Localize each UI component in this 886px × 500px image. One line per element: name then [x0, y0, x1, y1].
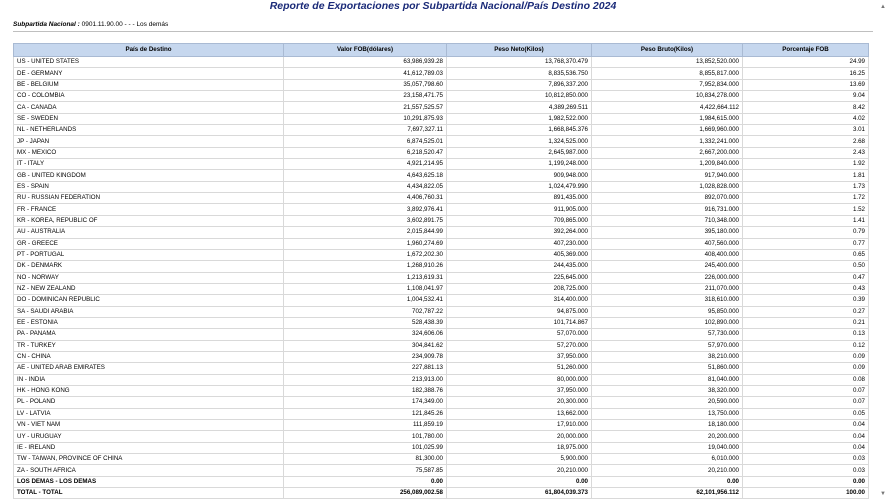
cell-net-weight: 10,812,850.000	[447, 91, 592, 102]
table-row	[14, 181, 869, 192]
cell-fob-percentage: 1.92	[743, 159, 869, 170]
cell-fob-value: 174,349.00	[284, 397, 447, 408]
table-row	[14, 159, 869, 170]
cell-country: GR - GREECE	[14, 238, 284, 249]
column-header-gross-weight[interactable]: Peso Bruto(Kilos)	[592, 44, 743, 57]
cell-country: DE - GERMANY	[14, 68, 284, 79]
cell-net-weight: 405,369.000	[447, 249, 592, 260]
cell-net-weight: 1,668,845.376	[447, 125, 592, 136]
cell-fob-percentage: 0.27	[743, 306, 869, 317]
cell-country: SE - SWEDEN	[14, 113, 284, 124]
cell-net-weight: 20,300.000	[447, 397, 592, 408]
cell-fob-value: 182,388.76	[284, 385, 447, 396]
cell-gross-weight: 2,667,200.000	[592, 147, 743, 158]
cell-fob-value: 1,004,532.41	[284, 295, 447, 306]
cell-country: LV - LATVIA	[14, 408, 284, 419]
cell-country: VN - VIET NAM	[14, 420, 284, 431]
cell-country: UY - URUGUAY	[14, 431, 284, 442]
cell-fob-percentage: 1.73	[743, 181, 869, 192]
cell-fob-percentage: 0.04	[743, 442, 869, 453]
cell-country: IN - INDIA	[14, 374, 284, 385]
subpartida-label: Subpartida Nacional :	[13, 21, 80, 28]
table-row	[14, 317, 869, 328]
cell-fob-percentage: 100.00	[743, 488, 869, 499]
cell-fob-percentage: 0.07	[743, 397, 869, 408]
cell-gross-weight: 20,590.000	[592, 397, 743, 408]
cell-net-weight: 5,900.000	[447, 454, 592, 465]
cell-gross-weight: 1,209,840.000	[592, 159, 743, 170]
cell-country: NO - NORWAY	[14, 272, 284, 283]
cell-fob-value: 101,025.99	[284, 442, 447, 453]
cell-gross-weight: 1,028,828.000	[592, 181, 743, 192]
cell-gross-weight: 19,040.000	[592, 442, 743, 453]
cell-gross-weight: 916,731.000	[592, 204, 743, 215]
table-row	[14, 351, 869, 362]
subpartida-value: 0901.11.90.00 - - - Los demás	[81, 21, 169, 28]
table-row	[14, 125, 869, 136]
cell-fob-value: 1,108,041.97	[284, 283, 447, 294]
cell-country: TW - TAIWAN, PROVINCE OF CHINA	[14, 454, 284, 465]
cell-net-weight: 911,905.000	[447, 204, 592, 215]
cell-gross-weight: 1,332,241.000	[592, 136, 743, 147]
cell-net-weight: 1,324,525.000	[447, 136, 592, 147]
cell-gross-weight: 7,952,834.000	[592, 79, 743, 90]
cell-net-weight: 17,910.000	[447, 420, 592, 431]
cell-fob-value: 1,268,910.26	[284, 261, 447, 272]
cell-fob-value: 4,434,822.05	[284, 181, 447, 192]
cell-country: BE - BELGIUM	[14, 79, 284, 90]
cell-fob-percentage: 24.99	[743, 57, 869, 68]
cell-gross-weight: 211,070.000	[592, 283, 743, 294]
cell-gross-weight: 81,040.000	[592, 374, 743, 385]
cell-net-weight: 1,024,479.990	[447, 181, 592, 192]
cell-country: TOTAL - TOTAL	[14, 488, 284, 499]
table-row	[14, 57, 869, 68]
table-row	[14, 442, 869, 453]
cell-fob-percentage: 0.00	[743, 476, 869, 487]
cell-fob-percentage: 0.05	[743, 408, 869, 419]
cell-fob-value: 10,291,875.93	[284, 113, 447, 124]
cell-gross-weight: 710,348.000	[592, 215, 743, 226]
cell-net-weight: 80,000.000	[447, 374, 592, 385]
table-row	[14, 363, 869, 374]
cell-country: FR - FRANCE	[14, 204, 284, 215]
cell-fob-percentage: 0.09	[743, 363, 869, 374]
table-row	[14, 420, 869, 431]
table-row	[14, 272, 869, 283]
table-row	[14, 329, 869, 340]
cell-fob-percentage: 0.09	[743, 351, 869, 362]
cell-net-weight: 18,975.000	[447, 442, 592, 453]
column-header-net-weight[interactable]: Peso Neto(Kilos)	[447, 44, 592, 57]
cell-net-weight: 61,804,039.373	[447, 488, 592, 499]
table-row	[14, 340, 869, 351]
table-row	[14, 79, 869, 90]
cell-gross-weight: 318,610.000	[592, 295, 743, 306]
cell-gross-weight: 407,560.000	[592, 238, 743, 249]
cell-fob-percentage: 0.65	[743, 249, 869, 260]
cell-fob-percentage: 0.21	[743, 317, 869, 328]
cell-gross-weight: 1,669,960.000	[592, 125, 743, 136]
table-row	[14, 374, 869, 385]
cell-fob-percentage: 0.79	[743, 227, 869, 238]
cell-net-weight: 407,230.000	[447, 238, 592, 249]
cell-fob-value: 324,606.06	[284, 329, 447, 340]
cell-country: DK - DENMARK	[14, 261, 284, 272]
cell-country: ES - SPAIN	[14, 181, 284, 192]
subpartida-info	[13, 20, 168, 29]
cell-net-weight: 101,714.867	[447, 317, 592, 328]
cell-net-weight: 2,645,987.000	[447, 147, 592, 158]
cell-net-weight: 37,950.000	[447, 385, 592, 396]
cell-fob-value: 213,913.00	[284, 374, 447, 385]
table-row	[14, 295, 869, 306]
cell-gross-weight: 892,070.000	[592, 193, 743, 204]
cell-fob-percentage: 0.08	[743, 374, 869, 385]
table-row	[14, 170, 869, 181]
cell-gross-weight: 408,400.000	[592, 249, 743, 260]
cell-fob-percentage: 8.42	[743, 102, 869, 113]
cell-fob-percentage: 1.41	[743, 215, 869, 226]
cell-net-weight: 0.00	[447, 476, 592, 487]
cell-fob-percentage: 0.39	[743, 295, 869, 306]
cell-fob-percentage: 0.77	[743, 238, 869, 249]
table-row	[14, 465, 869, 476]
cell-country: AU - AUSTRALIA	[14, 227, 284, 238]
cell-fob-percentage: 2.43	[743, 147, 869, 158]
cell-country: KR - KOREA, REPUBLIC OF	[14, 215, 284, 226]
cell-country: NL - NETHERLANDS	[14, 125, 284, 136]
cell-gross-weight: 13,852,520.000	[592, 57, 743, 68]
cell-net-weight: 13,662.000	[447, 408, 592, 419]
cell-fob-percentage: 16.25	[743, 68, 869, 79]
table-row	[14, 385, 869, 396]
cell-gross-weight: 0.00	[592, 476, 743, 487]
cell-gross-weight: 62,101,956.112	[592, 488, 743, 499]
table-row	[14, 91, 869, 102]
cell-gross-weight: 226,000.000	[592, 272, 743, 283]
table-row	[14, 261, 869, 272]
summary-row	[14, 488, 869, 499]
column-header-fob-value[interactable]: Valor FOB(dólares)	[284, 44, 447, 57]
cell-gross-weight: 38,210.000	[592, 351, 743, 362]
cell-fob-value: 21,557,525.57	[284, 102, 447, 113]
cell-net-weight: 51,260.000	[447, 363, 592, 374]
cell-gross-weight: 8,855,817.000	[592, 68, 743, 79]
cell-gross-weight: 20,200.000	[592, 431, 743, 442]
cell-fob-value: 0.00	[284, 476, 447, 487]
table-header-row	[14, 44, 869, 57]
table-row	[14, 283, 869, 294]
cell-fob-value: 4,406,760.31	[284, 193, 447, 204]
cell-gross-weight: 245,400.000	[592, 261, 743, 272]
cell-country: CO - COLOMBIA	[14, 91, 284, 102]
cell-country: SA - SAUDI ARABIA	[14, 306, 284, 317]
cell-fob-percentage: 1.52	[743, 204, 869, 215]
exports-table	[13, 43, 869, 499]
table-row	[14, 227, 869, 238]
cell-country: CA - CANADA	[14, 102, 284, 113]
table-row	[14, 102, 869, 113]
table-row	[14, 215, 869, 226]
cell-fob-percentage: 2.68	[743, 136, 869, 147]
cell-fob-value: 3,892,976.41	[284, 204, 447, 215]
cell-fob-value: 1,213,619.31	[284, 272, 447, 283]
table-row	[14, 238, 869, 249]
cell-country: TR - TURKEY	[14, 340, 284, 351]
table-row	[14, 431, 869, 442]
cell-fob-percentage: 0.04	[743, 431, 869, 442]
cell-gross-weight: 51,860.000	[592, 363, 743, 374]
cell-gross-weight: 18,180.000	[592, 420, 743, 431]
cell-fob-value: 6,218,520.47	[284, 147, 447, 158]
cell-net-weight: 57,070.000	[447, 329, 592, 340]
cell-fob-value: 528,438.39	[284, 317, 447, 328]
table-row	[14, 147, 869, 158]
cell-fob-value: 23,158,471.75	[284, 91, 447, 102]
column-header-country[interactable]: País de Destino	[14, 44, 284, 57]
cell-net-weight: 208,725.000	[447, 283, 592, 294]
cell-net-weight: 8,835,536.750	[447, 68, 592, 79]
cell-net-weight: 7,896,337.200	[447, 79, 592, 90]
cell-fob-value: 4,643,625.18	[284, 170, 447, 181]
cell-gross-weight: 917,940.000	[592, 170, 743, 181]
cell-net-weight: 13,768,370.479	[447, 57, 592, 68]
cell-fob-percentage: 0.13	[743, 329, 869, 340]
table-body	[14, 57, 869, 499]
cell-net-weight: 37,950.000	[447, 351, 592, 362]
cell-net-weight: 314,400.000	[447, 295, 592, 306]
cell-fob-value: 702,787.22	[284, 306, 447, 317]
cell-gross-weight: 10,834,278.000	[592, 91, 743, 102]
cell-fob-percentage: 9.04	[743, 91, 869, 102]
cell-country: EE - ESTONIA	[14, 317, 284, 328]
cell-net-weight: 1,982,522.000	[447, 113, 592, 124]
cell-fob-percentage: 0.07	[743, 385, 869, 396]
cell-gross-weight: 95,850.000	[592, 306, 743, 317]
cell-gross-weight: 57,970.000	[592, 340, 743, 351]
cell-fob-value: 1,672,202.30	[284, 249, 447, 260]
cell-fob-value: 75,587.85	[284, 465, 447, 476]
cell-gross-weight: 13,750.000	[592, 408, 743, 419]
cell-fob-percentage: 0.04	[743, 420, 869, 431]
cell-gross-weight: 6,010.000	[592, 454, 743, 465]
cell-fob-percentage: 13.69	[743, 79, 869, 90]
table-row	[14, 397, 869, 408]
cell-fob-value: 81,300.00	[284, 454, 447, 465]
cell-fob-percentage: 1.72	[743, 193, 869, 204]
cell-gross-weight: 395,180.000	[592, 227, 743, 238]
table-row	[14, 204, 869, 215]
cell-net-weight: 4,389,269.511	[447, 102, 592, 113]
table-row	[14, 193, 869, 204]
cell-fob-value: 4,921,214.95	[284, 159, 447, 170]
cell-fob-percentage: 0.43	[743, 283, 869, 294]
cell-net-weight: 909,948.000	[447, 170, 592, 181]
table-row	[14, 306, 869, 317]
cell-fob-value: 256,089,002.58	[284, 488, 447, 499]
cell-fob-value: 101,780.00	[284, 431, 447, 442]
cell-fob-percentage: 0.47	[743, 272, 869, 283]
cell-country: PA - PANAMA	[14, 329, 284, 340]
cell-fob-value: 7,697,327.11	[284, 125, 447, 136]
cell-fob-value: 2,015,844.99	[284, 227, 447, 238]
cell-fob-percentage: 4.02	[743, 113, 869, 124]
cell-country: NZ - NEW ZEALAND	[14, 283, 284, 294]
table-row	[14, 249, 869, 260]
cell-country: PL - POLAND	[14, 397, 284, 408]
cell-fob-value: 121,845.26	[284, 408, 447, 419]
scroll-up-icon[interactable]: ▲	[880, 4, 886, 10]
cell-country: DO - DOMINICAN REPUBLIC	[14, 295, 284, 306]
cell-fob-value: 6,874,525.01	[284, 136, 447, 147]
cell-fob-value: 111,859.19	[284, 420, 447, 431]
cell-country: PT - PORTUGAL	[14, 249, 284, 260]
cell-net-weight: 57,270.000	[447, 340, 592, 351]
cell-net-weight: 20,210.000	[447, 465, 592, 476]
cell-country: AE - UNITED ARAB EMIRATES	[14, 363, 284, 374]
cell-net-weight: 1,199,248.000	[447, 159, 592, 170]
table-row	[14, 408, 869, 419]
cell-fob-percentage: 1.81	[743, 170, 869, 181]
cell-country: JP - JAPAN	[14, 136, 284, 147]
cell-country: ZA - SOUTH AFRICA	[14, 465, 284, 476]
cell-fob-value: 35,057,798.60	[284, 79, 447, 90]
cell-gross-weight: 1,984,615.000	[592, 113, 743, 124]
cell-fob-percentage: 0.12	[743, 340, 869, 351]
table-row	[14, 454, 869, 465]
column-header-fob-percentage[interactable]: Porcentaje FOB	[743, 44, 869, 57]
cell-gross-weight: 57,730.000	[592, 329, 743, 340]
cell-country: IE - IRELAND	[14, 442, 284, 453]
cell-fob-value: 3,602,891.75	[284, 215, 447, 226]
summary-row	[14, 476, 869, 487]
cell-country: HK - HONG KONG	[14, 385, 284, 396]
cell-net-weight: 94,875.000	[447, 306, 592, 317]
cell-gross-weight: 20,210.000	[592, 465, 743, 476]
cell-country: CN - CHINA	[14, 351, 284, 362]
cell-country: LOS DEMAS - LOS DEMAS	[14, 476, 284, 487]
cell-net-weight: 392,264.000	[447, 227, 592, 238]
cell-country: MX - MEXICO	[14, 147, 284, 158]
cell-gross-weight: 4,422,664.112	[592, 102, 743, 113]
cell-country: IT - ITALY	[14, 159, 284, 170]
scroll-down-icon[interactable]: ▼	[880, 491, 886, 497]
cell-net-weight: 20,000.000	[447, 431, 592, 442]
cell-net-weight: 225,645.000	[447, 272, 592, 283]
table-row	[14, 68, 869, 79]
cell-net-weight: 891,435.000	[447, 193, 592, 204]
cell-country: GB - UNITED KINGDOM	[14, 170, 284, 181]
header-divider	[13, 31, 873, 32]
cell-country: US - UNITED STATES	[14, 57, 284, 68]
cell-fob-value: 304,841.62	[284, 340, 447, 351]
table-row	[14, 113, 869, 124]
table-row	[14, 136, 869, 147]
cell-fob-percentage: 3.01	[743, 125, 869, 136]
cell-fob-value: 63,986,939.28	[284, 57, 447, 68]
cell-country: RU - RUSSIAN FEDERATION	[14, 193, 284, 204]
cell-gross-weight: 38,320.000	[592, 385, 743, 396]
cell-fob-percentage: 0.03	[743, 454, 869, 465]
cell-net-weight: 244,435.000	[447, 261, 592, 272]
cell-fob-value: 234,909.78	[284, 351, 447, 362]
cell-fob-value: 227,881.13	[284, 363, 447, 374]
cell-fob-value: 41,612,789.03	[284, 68, 447, 79]
report-title: Reporte de Exportaciones por Subpartida Nacional/País Destino 2024	[269, 0, 617, 12]
cell-net-weight: 709,865.000	[447, 215, 592, 226]
cell-fob-percentage: 0.03	[743, 465, 869, 476]
cell-fob-value: 1,960,274.69	[284, 238, 447, 249]
cell-fob-percentage: 0.50	[743, 261, 869, 272]
cell-gross-weight: 102,890.000	[592, 317, 743, 328]
